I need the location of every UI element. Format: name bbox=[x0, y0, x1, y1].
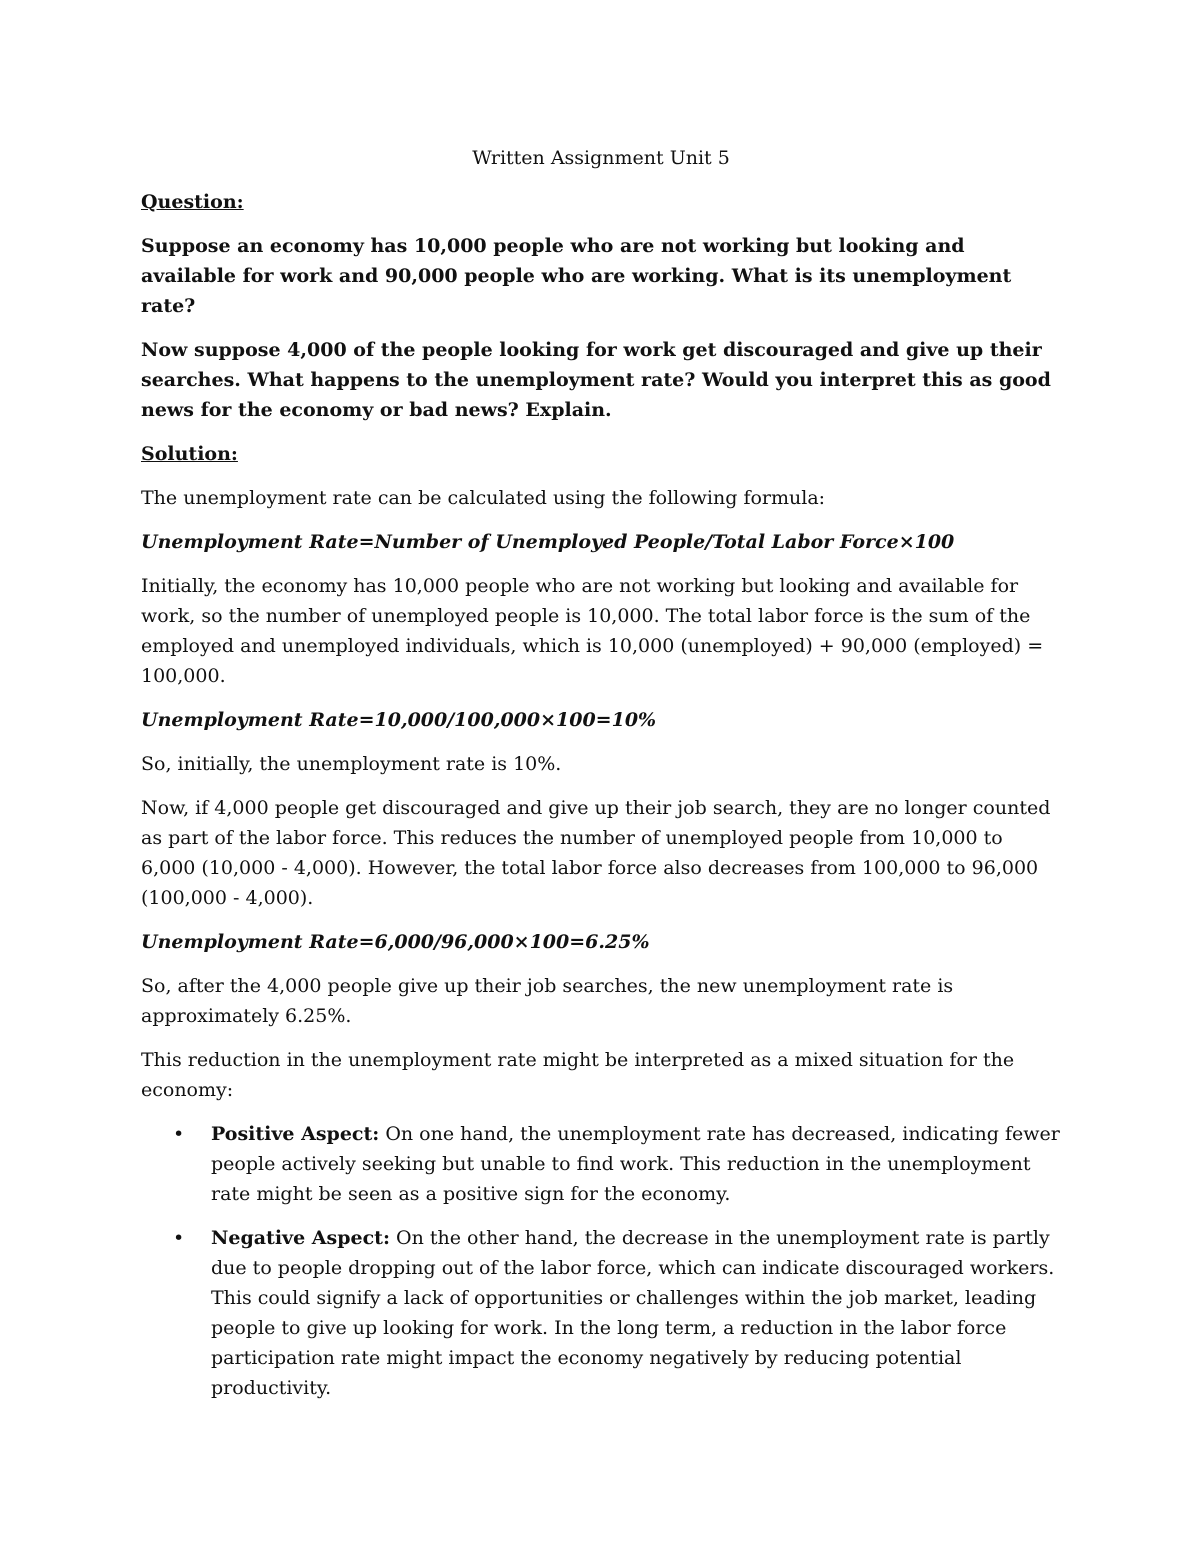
initial-result: So, initially, the unemployment rate is 10%. bbox=[141, 753, 562, 775]
question-label: Question: bbox=[141, 191, 244, 213]
formula-initial: Unemployment Rate=10,000/100,000×100=10% bbox=[141, 709, 657, 731]
negative-aspect-text: On the other hand, the decrease in the unemployment rate is partly due to people dropping out of the labor force, which can indicate discouraged workers. This could signify a lack of opportunities or challenges within the job market, leading people to give up looking for work. In the long term, a reduction in the labor force participation rate might impact the economy negatively by reducing potential productivity. bbox=[211, 1227, 1055, 1399]
solution-label: Solution: bbox=[141, 443, 238, 465]
formula-general: Unemployment Rate=Number of Unemployed People/Total Labor Force×100 bbox=[141, 531, 955, 553]
positive-aspect-text: On one hand, the unemployment rate has decreased, indicating fewer people actively seeking but unable to find work. This reduction in the unemployment rate might be seen as a positive sign for the economy. bbox=[211, 1123, 1060, 1205]
negative-aspect-heading: Negative Aspect: bbox=[211, 1227, 390, 1249]
bullet-icon: • bbox=[173, 1227, 185, 1249]
question-paragraph-2: Now suppose 4,000 of the people looking for work get discouraged and give up their searches. What happens to the unemployment rate? Would you interpret this as good news for the economy or bad news? Explain. bbox=[141, 339, 1051, 421]
question-paragraph-1: Suppose an economy has 10,000 people who are not working but looking and available for work and 90,000 people who are working. What is its unemployment rate? bbox=[141, 235, 1012, 317]
mixed-situation: This reduction in the unemployment rate might be interpreted as a mixed situation for the economy: bbox=[141, 1049, 1015, 1101]
new-result: So, after the 4,000 people give up their job searches, the new unemployment rate is approximately 6.25%. bbox=[141, 975, 954, 1027]
bullet-icon: • bbox=[173, 1123, 185, 1145]
document-title: Written Assignment Unit 5 bbox=[472, 147, 730, 169]
initial-explanation: Initially, the economy has 10,000 people who are not working but looking and available for work, so the number of unemployed people is 10,000. The total labor force is the sum of the employed and unemployed individuals, which is 10,000 (unemployed) + 90,000 (employed) = 100,000. bbox=[141, 575, 1044, 687]
document-body bbox=[141, 143, 1061, 1417]
positive-aspect-heading: Positive Aspect: bbox=[211, 1123, 380, 1145]
list-item bbox=[173, 1119, 1061, 1209]
list-item bbox=[173, 1223, 1061, 1403]
aspects-list bbox=[141, 1119, 1061, 1403]
formula-new: Unemployment Rate=6,000/96,000×100=6.25% bbox=[141, 931, 650, 953]
formula-intro: The unemployment rate can be calculated using the following formula: bbox=[141, 487, 826, 509]
discouraged-explanation: Now, if 4,000 people get discouraged and give up their job search, they are no longer counted as part of the labor force. This reduces the number of unemployed people from 10,000 to 6,000 (10,000 - 4,000). However, the total labor force also decreases from 100,000 to 96,000 (100,000 - 4,000). bbox=[141, 797, 1051, 909]
